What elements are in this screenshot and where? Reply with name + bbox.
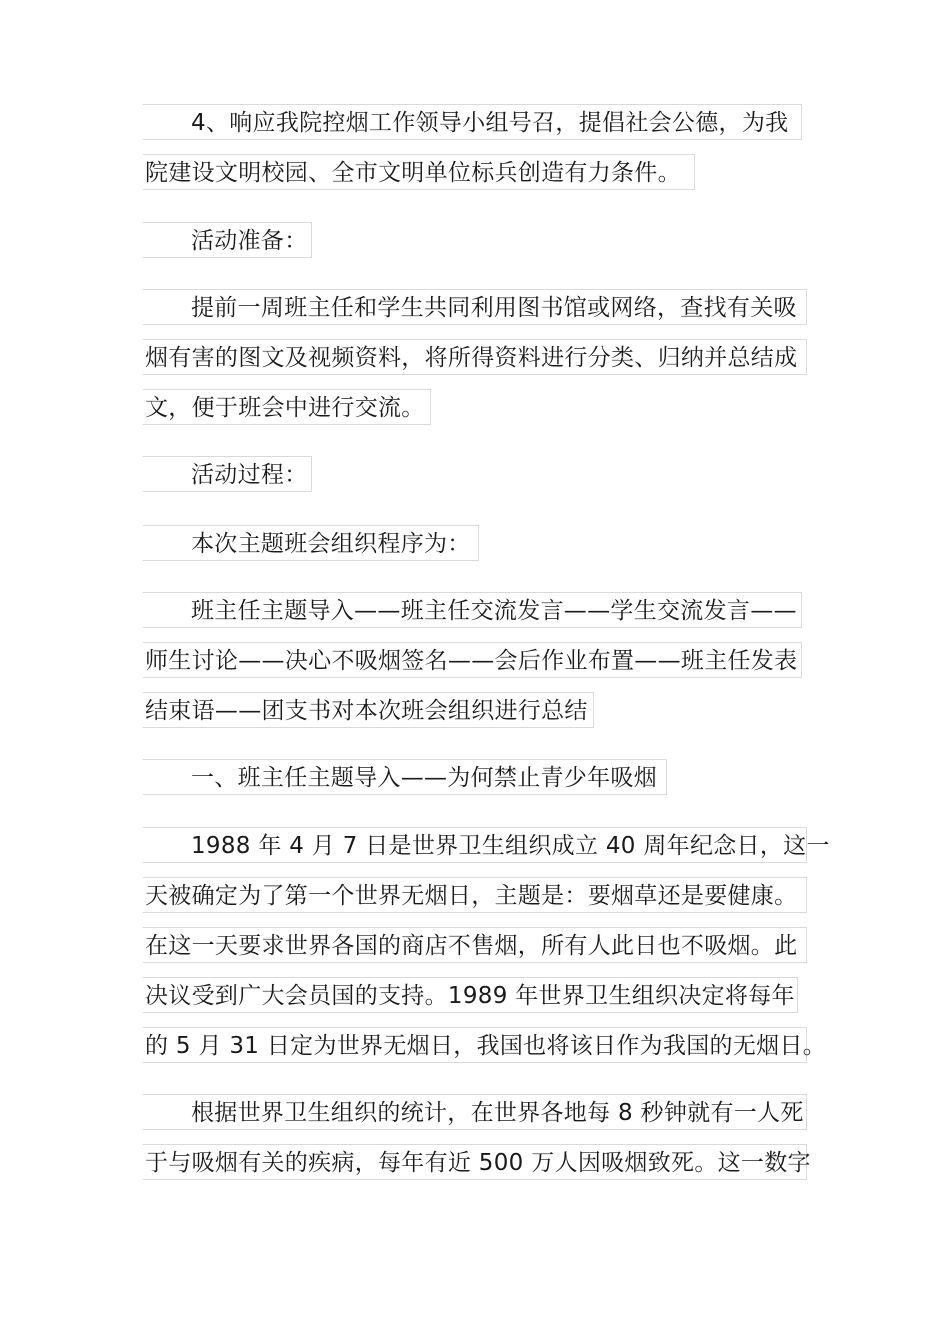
text-line: 在这一天要求世界各国的商店不售烟，所有人此日也不吸烟。此	[143, 927, 807, 963]
text-line: 文，便于班会中进行交流。	[143, 389, 431, 425]
text-line: 于与吸烟有关的疾病，每年有近 500 万人因吸烟致死。这一数字	[143, 1144, 807, 1180]
text-line: 院建设文明校园、全市文明单位标兵创造有力条件。	[143, 154, 695, 190]
text-line: 天被确定为了第一个世界无烟日，主题是：要烟草还是要健康。	[143, 877, 807, 913]
text-line: 班主任主题导入——班主任交流发言——学生交流发言——	[143, 592, 802, 628]
text-line: 师生讨论——决心不吸烟签名——会后作业布置——班主任发表	[143, 642, 802, 678]
text-line: 1988 年 4 月 7 日是世界卫生组织成立 40 周年纪念日，这一	[143, 827, 807, 863]
text-line: 4、响应我院控烟工作领导小组号召，提倡社会公德，为我	[143, 104, 802, 140]
text-line: 烟有害的图文及视频资料，将所得资料进行分类、归纳并总结成	[143, 339, 807, 375]
section-heading-preparation: 活动准备：	[143, 222, 312, 258]
text-line: 根据世界卫生组织的统计，在世界各地每 8 秒钟就有一人死	[143, 1094, 807, 1130]
section-heading-process: 活动过程：	[143, 456, 312, 492]
text-line: 本次主题班会组织程序为：	[143, 525, 479, 561]
text-line: 结束语——团支书对本次班会组织进行总结	[143, 692, 594, 728]
section-heading-part-one: 一、班主任主题导入——为何禁止青少年吸烟	[143, 759, 667, 795]
text-line: 的 5 月 31 日定为世界无烟日，我国也将该日作为我国的无烟日。	[143, 1027, 807, 1063]
text-line: 决议受到广大会员国的支持。1989 年世界卫生组织决定将每年	[143, 977, 798, 1013]
text-line: 提前一周班主任和学生共同利用图书馆或网络，查找有关吸	[143, 289, 807, 325]
